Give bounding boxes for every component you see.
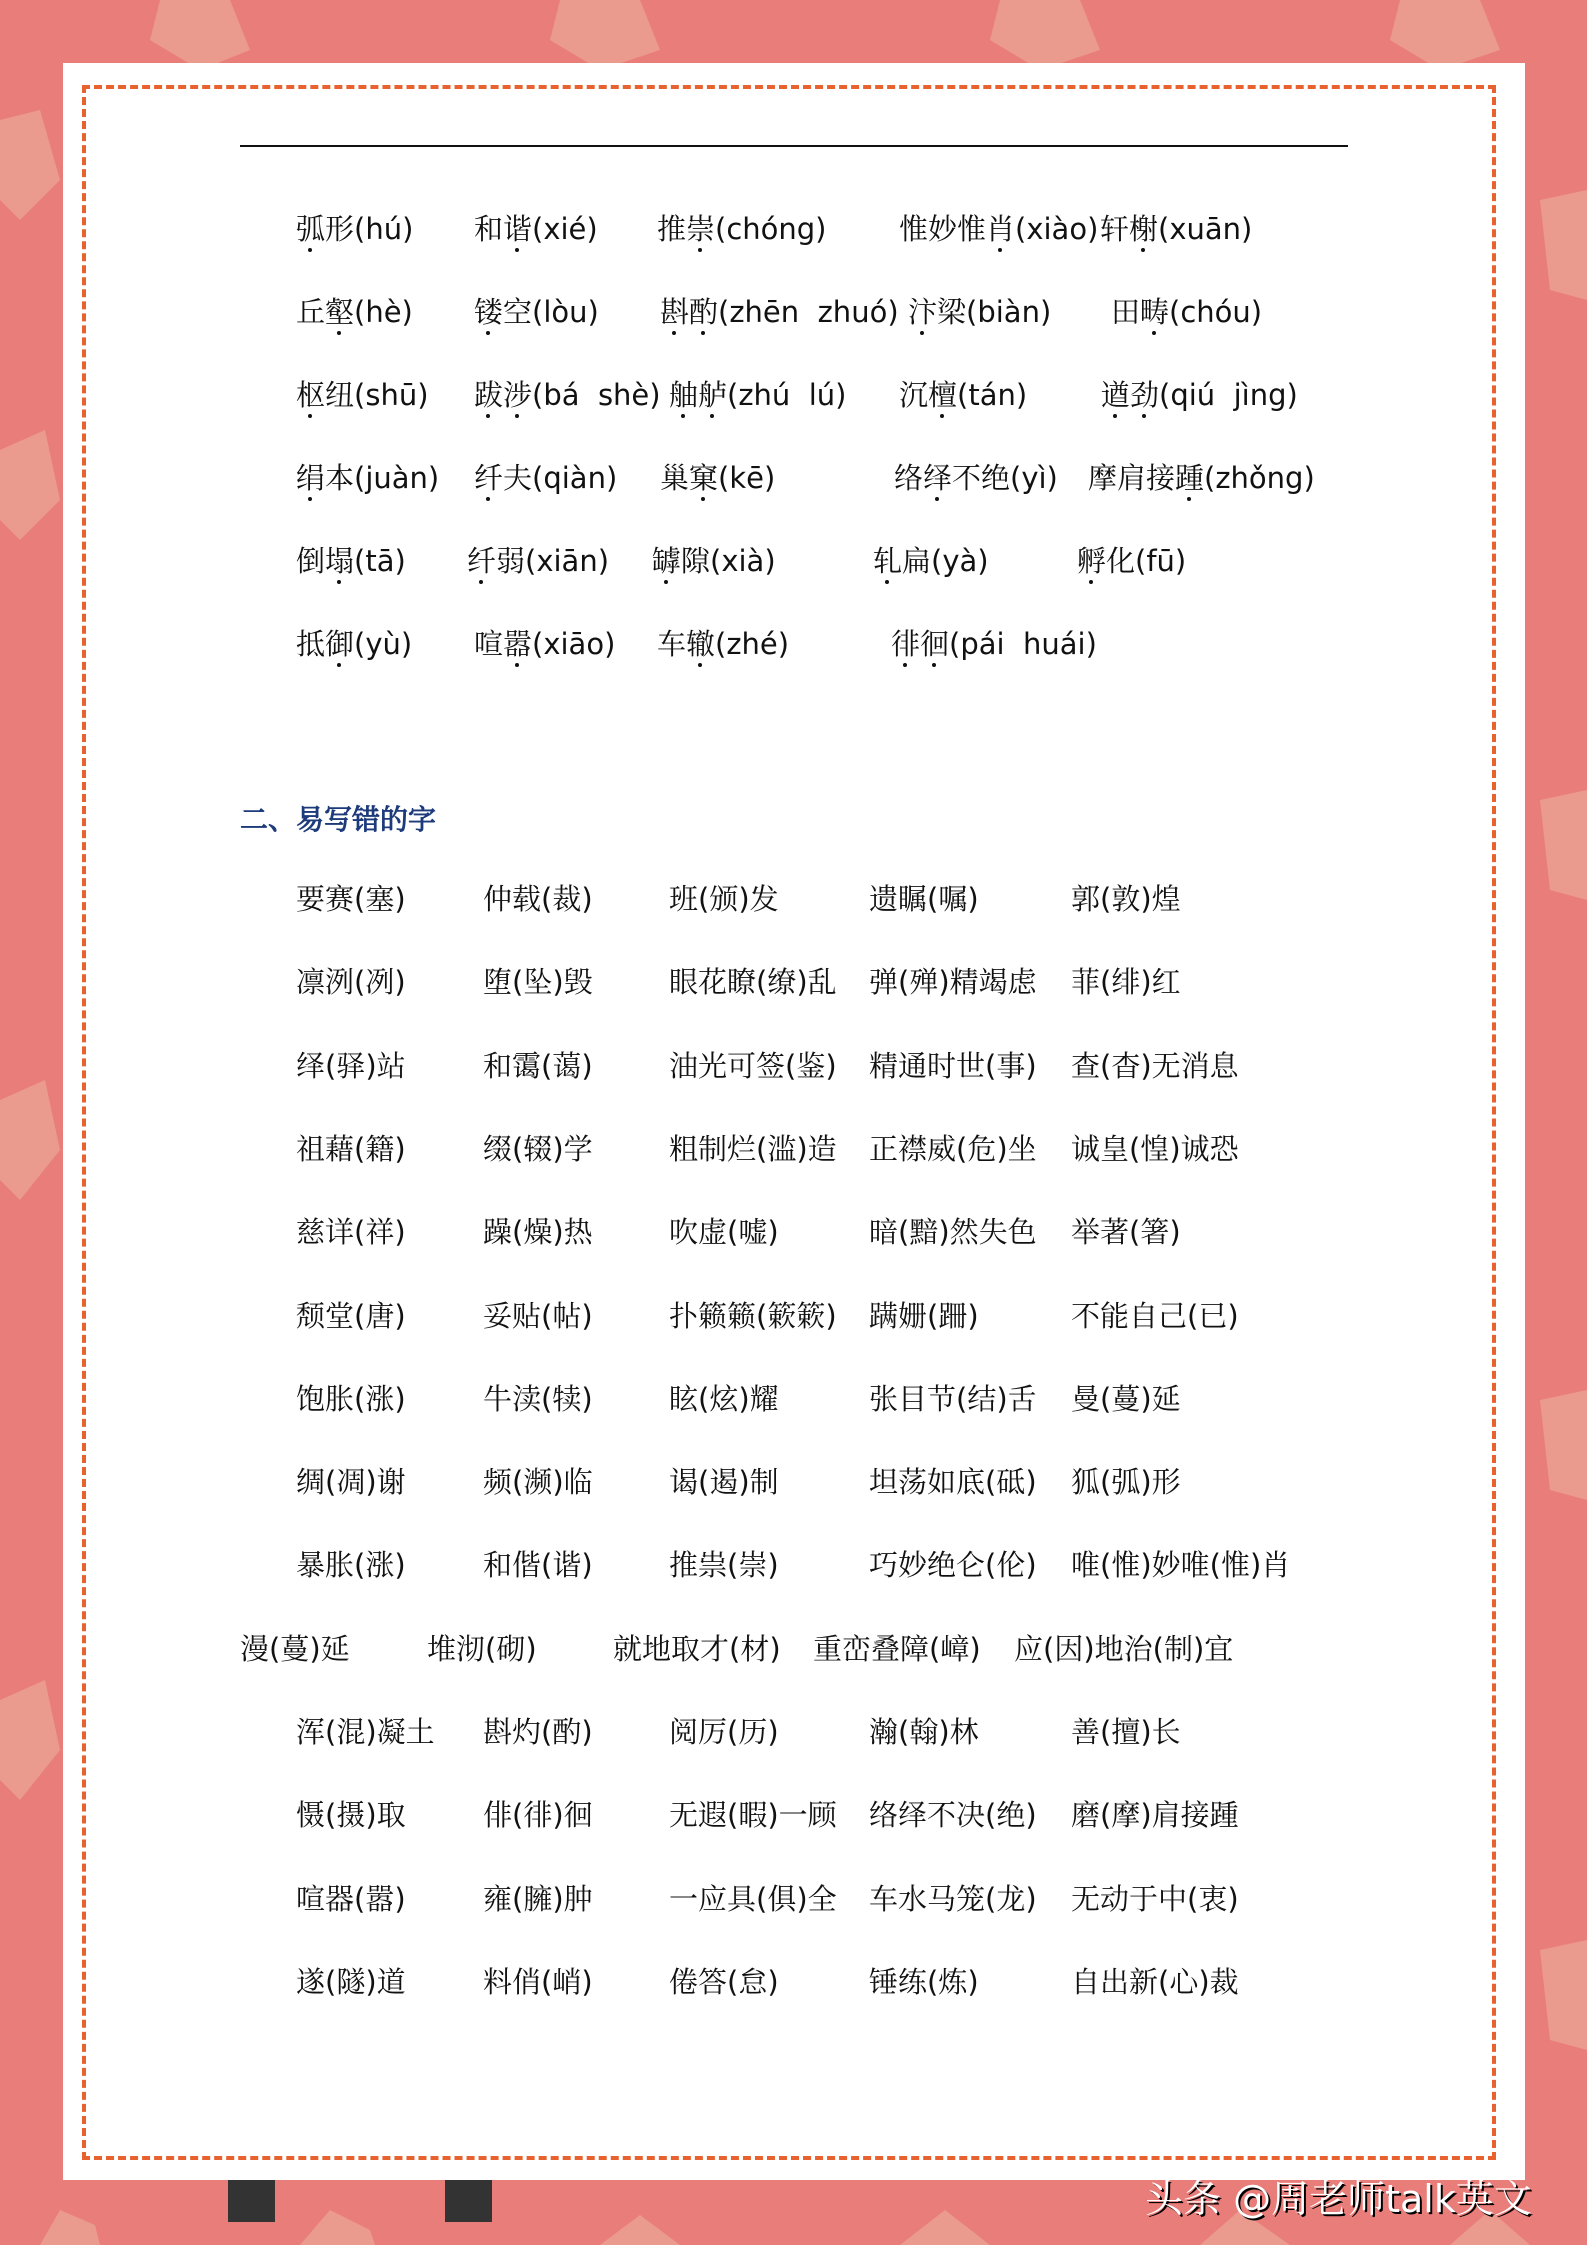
emphasis-dot	[698, 248, 702, 252]
pinyin: (qiàn)	[532, 461, 618, 495]
emphasis-dot	[337, 663, 341, 667]
top-divider	[240, 145, 1348, 147]
word: 纤夫	[474, 461, 533, 495]
emphasis-dot	[935, 497, 939, 501]
pinyin-word	[891, 626, 1097, 662]
correction-item: 躁(燥)热	[483, 1215, 593, 1250]
correction-item: 眼花瞭(缭)乱	[669, 965, 837, 1000]
correction-item: 查(杳)无消息	[1071, 1048, 1239, 1083]
pinyin: (xié)	[532, 212, 598, 246]
pinyin-word	[894, 460, 1058, 496]
pinyin: (zhé)	[715, 627, 790, 661]
correction-item: 缀(辍)学	[483, 1131, 593, 1166]
emphasis-dot	[1187, 497, 1191, 501]
pinyin-word	[296, 294, 413, 330]
figure-leg-right	[445, 2180, 492, 2222]
pinyin: (chóng)	[715, 212, 827, 246]
emphasis-dot	[681, 414, 685, 418]
emphasis-dot	[308, 414, 312, 418]
pinyin-word	[1101, 377, 1298, 413]
correction-item: 漫(蔓)延	[240, 1631, 350, 1666]
correction-item: 不能自己(已)	[1071, 1298, 1239, 1333]
correction-item: 暴胀(涨)	[296, 1548, 406, 1583]
correction-item: 粗制烂(滥)造	[669, 1131, 837, 1166]
correction-item: 菲(绯)红	[1071, 965, 1181, 1000]
word: 弧形	[296, 212, 355, 246]
emphasis-dot	[701, 497, 705, 501]
pinyin-word	[296, 377, 429, 413]
correction-item: 正襟威(危)坐	[869, 1131, 1037, 1166]
pinyin: (biàn)	[966, 295, 1052, 329]
correction-item: 巧妙绝仑(伦)	[869, 1548, 1037, 1583]
correction-item: 仲载(裁)	[483, 882, 593, 916]
emphasis-dot	[515, 414, 519, 418]
emphasis-dot	[486, 331, 490, 335]
correction-item: 郭(敦)煌	[1071, 882, 1181, 916]
pinyin: (tán)	[957, 378, 1028, 412]
word: 惟妙惟肖	[899, 212, 1016, 246]
emphasis-dot	[932, 663, 936, 667]
correction-item: 慈详(祥)	[296, 1215, 406, 1250]
correction-item: 班(颁)发	[669, 882, 779, 916]
correction-item: 遂(隧)道	[296, 1964, 406, 1999]
correction-item: 祖藉(籍)	[296, 1131, 406, 1166]
word: 徘徊	[891, 627, 950, 661]
pinyin: (zhú lú)	[727, 378, 847, 412]
word: 斟酌	[660, 295, 719, 329]
word: 镂空	[474, 295, 533, 329]
correction-item: 妥贴(帖)	[483, 1298, 593, 1333]
pinyin: (yù)	[354, 627, 413, 661]
word: 推崇	[657, 212, 716, 246]
correction-item: 和霭(蔼)	[483, 1048, 593, 1083]
emphasis-dot	[903, 663, 907, 667]
correction-item: 坦荡如底(砥)	[869, 1465, 1037, 1500]
pinyin: (hú)	[354, 212, 414, 246]
pinyin-word	[660, 460, 775, 496]
correction-item: 就地取才(材)	[613, 1631, 781, 1666]
pinyin-word	[474, 211, 598, 247]
emphasis-dot	[337, 580, 341, 584]
correction-item: 绎(驿)站	[296, 1048, 406, 1083]
correction-item: 举著(箸)	[1071, 1215, 1181, 1250]
word: 田畴	[1111, 295, 1170, 329]
pinyin-word	[1111, 294, 1262, 330]
pinyin-word	[1100, 211, 1252, 247]
correction-item: 斟灼(酌)	[483, 1715, 593, 1749]
correction-item: 自出新(心)裁	[1071, 1964, 1239, 1999]
word: 喧嚣	[474, 627, 533, 661]
correction-item: 扑籁籁(簌簌)	[669, 1298, 837, 1333]
correction-item: 无遐(暇)一顾	[669, 1798, 837, 1833]
correction-item: 颓堂(唐)	[296, 1298, 406, 1333]
word: 跋涉	[474, 378, 533, 412]
emphasis-dot	[1089, 580, 1093, 584]
pinyin-word	[657, 626, 789, 662]
emphasis-dot	[1152, 331, 1156, 335]
pinyin: (qiú jìng)	[1159, 378, 1298, 412]
correction-item: 锤练(炼)	[869, 1964, 979, 1999]
pinyin: (kē)	[718, 461, 776, 495]
pinyin: (lòu)	[532, 295, 599, 329]
correction-item: 瀚(翰)林	[869, 1715, 979, 1749]
emphasis-dot	[479, 580, 483, 584]
pinyin: (yà)	[931, 544, 989, 578]
correction-item: 络绎不决(绝)	[869, 1798, 1037, 1833]
correction-item: 唯(惟)妙唯(惟)肖	[1071, 1548, 1291, 1583]
correction-item: 饱胀(涨)	[296, 1381, 406, 1416]
correction-item: 曼(蔓)延	[1071, 1381, 1181, 1416]
pinyin: (xià)	[710, 544, 776, 578]
emphasis-dot	[308, 497, 312, 501]
word: 轩榭	[1100, 212, 1159, 246]
emphasis-dot	[885, 580, 889, 584]
emphasis-dot	[1141, 248, 1145, 252]
emphasis-dot	[698, 663, 702, 667]
correction-item: 张目节(结)舌	[869, 1381, 1037, 1416]
word: 纤弱	[467, 544, 526, 578]
correction-item: 遗瞩(嘱)	[869, 882, 979, 916]
emphasis-dot	[308, 248, 312, 252]
pinyin: (xiān)	[525, 544, 610, 578]
correction-item: 料俏(峭)	[483, 1964, 593, 1999]
emphasis-dot	[998, 248, 1002, 252]
correction-item: 频(濒)临	[483, 1465, 593, 1500]
emphasis-dot	[515, 663, 519, 667]
correction-item: 浑(混)凝土	[296, 1715, 435, 1749]
pinyin-word	[1088, 460, 1315, 496]
emphasis-dot	[515, 248, 519, 252]
pinyin-word	[467, 543, 609, 579]
watermark: 头条 @周老师talk英文	[1145, 2177, 1532, 2221]
pinyin-word	[474, 626, 615, 662]
correction-item: 谒(遏)制	[669, 1465, 779, 1500]
emphasis-dot	[664, 580, 668, 584]
correction-item: 吹虚(嘘)	[669, 1215, 779, 1250]
emphasis-dot	[920, 331, 924, 335]
correction-item: 暗(黯)然失色	[869, 1215, 1037, 1250]
word: 车辙	[657, 627, 716, 661]
word: 汴梁	[908, 295, 967, 329]
word: 轧扁	[873, 544, 932, 578]
correction-item: 车水马笼(龙)	[869, 1881, 1037, 1916]
correction-item: 和偕(谐)	[483, 1548, 593, 1583]
correction-item: 喧器(嚣)	[296, 1881, 406, 1916]
correction-item: 凛洌(冽)	[296, 965, 406, 1000]
emphasis-dot	[486, 497, 490, 501]
word: 和谐	[474, 212, 533, 246]
correction-item: 堕(坠)毁	[483, 965, 593, 1000]
pinyin-word	[899, 211, 1098, 247]
word: 枢纽	[296, 378, 355, 412]
word: 沉檀	[899, 378, 958, 412]
pinyin: (xiāo)	[532, 627, 616, 661]
pinyin-word	[296, 211, 413, 247]
pinyin: (hè)	[354, 295, 413, 329]
word: 绢本	[296, 461, 355, 495]
word: 摩肩接踵	[1088, 461, 1205, 495]
correction-item: 牛渎(犊)	[483, 1381, 593, 1416]
pinyin: (tā)	[354, 544, 406, 578]
correction-item: 蹒姗(跚)	[869, 1298, 979, 1333]
pinyin-word	[1077, 543, 1186, 579]
correction-item: 慑(摄)取	[296, 1798, 406, 1833]
emphasis-dot	[710, 414, 714, 418]
pinyin-word	[652, 543, 776, 579]
pinyin-word	[873, 543, 989, 579]
emphasis-dot	[940, 414, 944, 418]
correction-item: 阅厉(历)	[669, 1715, 779, 1749]
correction-item: 善(擅)长	[1071, 1715, 1181, 1749]
correction-item: 油光可签(鉴)	[669, 1048, 837, 1083]
section-heading-easy-to-miswrite: 二、易写错的字	[240, 803, 437, 836]
emphasis-dot	[1113, 414, 1117, 418]
pinyin: (zhǒng)	[1204, 461, 1315, 495]
emphasis-dot	[486, 414, 490, 418]
word: 倒塌	[296, 544, 355, 578]
pinyin-word	[474, 294, 599, 330]
correction-item: 重峦叠障(嶂)	[813, 1631, 981, 1666]
pinyin: (juàn)	[354, 461, 440, 495]
pinyin-word	[296, 626, 412, 662]
pinyin-word	[296, 543, 406, 579]
correction-item: 倦答(怠)	[669, 1964, 779, 1999]
word: 丘壑	[296, 295, 355, 329]
correction-item: 绸(凋)谢	[296, 1465, 406, 1500]
pinyin: (bá shè)	[532, 378, 661, 412]
correction-item: 要赛(塞)	[296, 882, 406, 916]
word: 络绎不绝	[894, 461, 1011, 495]
correction-item: 雍(臃)肿	[483, 1881, 593, 1916]
correction-item: 无动于中(衷)	[1071, 1881, 1239, 1916]
correction-item: 磨(摩)肩接踵	[1071, 1798, 1239, 1833]
pinyin-word	[296, 460, 439, 496]
correction-item: 堆沏(砌)	[427, 1631, 537, 1666]
pinyin-word	[669, 377, 847, 413]
pinyin: (chóu)	[1169, 295, 1263, 329]
word: 孵化	[1077, 544, 1136, 578]
correction-item: 推祟(崇)	[669, 1548, 779, 1583]
pinyin-word	[908, 294, 1051, 330]
word: 遒劲	[1101, 378, 1160, 412]
correction-item: 应(因)地治(制)宜	[1014, 1631, 1234, 1666]
pinyin: (zhēn zhuó)	[718, 295, 899, 329]
emphasis-dot	[337, 331, 341, 335]
word: 抵御	[296, 627, 355, 661]
correction-item: 一应具(俱)全	[669, 1881, 837, 1916]
word: 舳舻	[669, 378, 728, 412]
figure-leg-left	[228, 2180, 275, 2222]
pinyin: (pái huái)	[949, 627, 1097, 661]
pinyin-word	[660, 294, 899, 330]
word: 巢窠	[660, 461, 719, 495]
correction-item: 精通时世(事)	[869, 1048, 1037, 1083]
correction-item: 俳(徘)徊	[483, 1798, 593, 1833]
emphasis-dot	[701, 331, 705, 335]
pinyin-word	[474, 377, 661, 413]
pinyin-word	[474, 460, 617, 496]
correction-item: 诚皇(惶)诚恐	[1071, 1131, 1239, 1166]
pinyin-word	[899, 377, 1027, 413]
pinyin: (fū)	[1135, 544, 1187, 578]
pinyin: (yì)	[1010, 461, 1058, 495]
correction-item: 眩(炫)耀	[669, 1381, 779, 1416]
emphasis-dot	[672, 331, 676, 335]
word: 罅隙	[652, 544, 711, 578]
correction-item: 弹(殚)精竭虑	[869, 965, 1037, 1000]
emphasis-dot	[1142, 414, 1146, 418]
pinyin: (xuān)	[1158, 212, 1253, 246]
pinyin: (xiào)	[1015, 212, 1099, 246]
correction-item: 狐(弧)形	[1071, 1465, 1181, 1500]
pinyin-word	[657, 211, 827, 247]
pinyin: (shū)	[354, 378, 429, 412]
